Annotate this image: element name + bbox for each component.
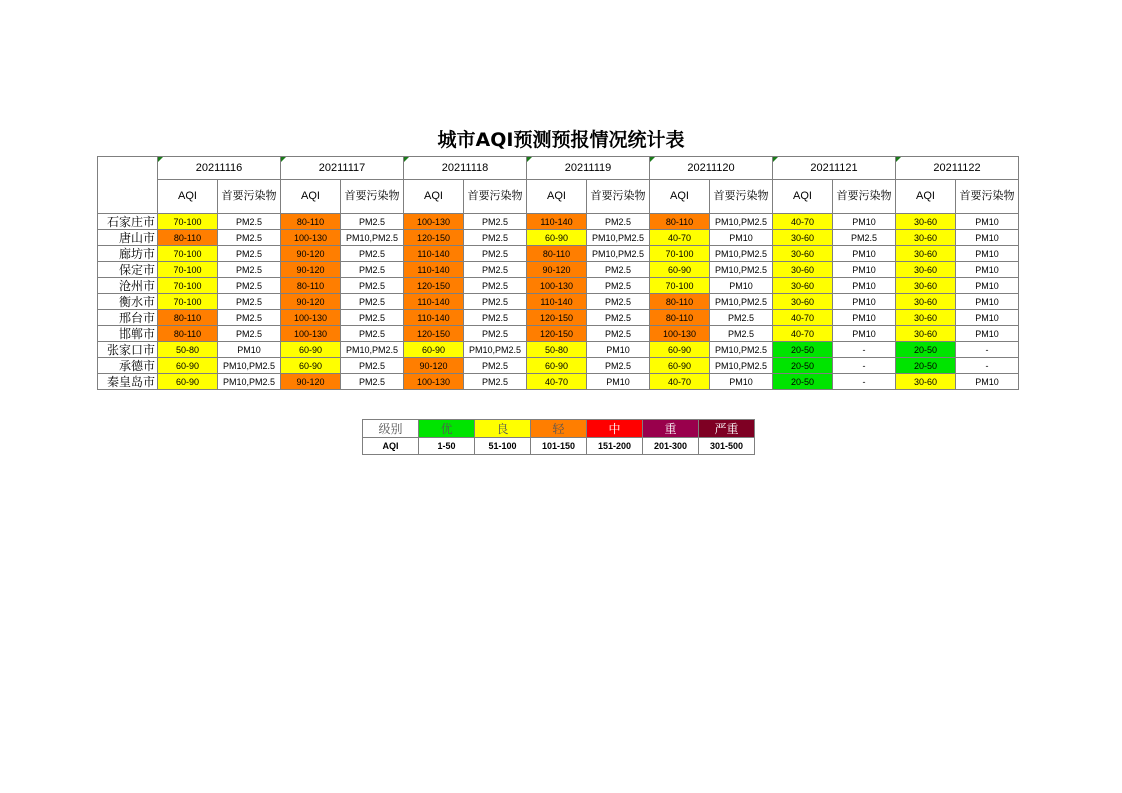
aqi-value-cell: 30-60 [896,214,956,230]
pollutant-cell: - [956,358,1019,374]
pollutant-cell: PM2.5 [341,246,404,262]
aqi-value-cell: 120-150 [527,310,587,326]
aqi-value-cell: 30-60 [773,246,833,262]
pollutant-cell: PM2.5 [710,326,773,342]
pollutant-cell: PM2.5 [218,214,281,230]
pollutant-cell: PM2.5 [218,262,281,278]
pollutant-cell: PM10,PM2.5 [341,342,404,358]
pollutant-column-header: 首要污染物 [464,180,527,214]
date-header: 20211117 [281,157,404,180]
pollutant-cell: PM2.5 [341,262,404,278]
legend-level-range: 201-300 [643,438,699,455]
pollutant-cell: PM10,PM2.5 [218,374,281,390]
legend-aqi-header: AQI [363,438,419,455]
legend-range-row [363,438,755,455]
aqi-value-cell: 100-130 [527,278,587,294]
aqi-value-cell: 30-60 [896,326,956,342]
pollutant-cell: PM2.5 [464,214,527,230]
aqi-value-cell: 80-110 [650,310,710,326]
pollutant-cell: PM2.5 [587,310,650,326]
aqi-value-cell: 30-60 [896,246,956,262]
aqi-value-cell: 100-130 [404,214,464,230]
table-row [98,374,1019,390]
pollutant-cell: PM2.5 [587,278,650,294]
aqi-column-header: AQI [404,180,464,214]
pollutant-cell: PM10 [587,342,650,358]
aqi-value-cell: 120-150 [404,326,464,342]
aqi-value-cell: 30-60 [773,294,833,310]
pollutant-cell: PM2.5 [218,278,281,294]
pollutant-cell: PM2.5 [341,278,404,294]
pollutant-cell: PM10,PM2.5 [341,230,404,246]
aqi-value-cell: 60-90 [527,358,587,374]
aqi-value-cell: 40-70 [773,310,833,326]
pollutant-column-header: 首要污染物 [218,180,281,214]
pollutant-cell: PM2.5 [710,310,773,326]
pollutant-column-header: 首要污染物 [341,180,404,214]
table-row [98,246,1019,262]
pollutant-cell: PM10 [956,374,1019,390]
aqi-value-cell: 20-50 [896,358,956,374]
aqi-value-cell: 40-70 [773,326,833,342]
aqi-value-cell: 50-80 [158,342,218,358]
aqi-value-cell: 80-110 [650,294,710,310]
aqi-value-cell: 30-60 [896,310,956,326]
pollutant-cell: PM10 [833,246,896,262]
aqi-column-header: AQI [281,180,341,214]
pollutant-cell: PM2.5 [341,294,404,310]
aqi-value-cell: 60-90 [158,374,218,390]
date-header: 20211116 [158,157,281,180]
pollutant-cell: PM10 [956,214,1019,230]
aqi-value-cell: 60-90 [158,358,218,374]
pollutant-cell: PM2.5 [464,310,527,326]
pollutant-cell: PM2.5 [587,358,650,374]
pollutant-cell: PM10 [833,310,896,326]
legend-level-range: 151-200 [587,438,643,455]
aqi-value-cell: 70-100 [158,246,218,262]
pollutant-cell: PM10 [833,262,896,278]
pollutant-cell: PM10 [710,278,773,294]
aqi-value-cell: 30-60 [896,278,956,294]
date-header: 20211120 [650,157,773,180]
aqi-level-legend [362,419,755,455]
aqi-column-header: AQI [773,180,833,214]
legend-level-range: 301-500 [699,438,755,455]
pollutant-cell: PM2.5 [218,326,281,342]
aqi-value-cell: 80-110 [527,246,587,262]
pollutant-cell: PM2.5 [218,246,281,262]
aqi-value-cell: 70-100 [158,214,218,230]
pollutant-cell: - [833,358,896,374]
aqi-value-cell: 30-60 [773,262,833,278]
aqi-value-cell: 60-90 [404,342,464,358]
table-row [98,326,1019,342]
legend-level-name: 良 [475,420,531,438]
pollutant-cell: PM10,PM2.5 [710,262,773,278]
pollutant-cell: PM10 [710,230,773,246]
pollutant-cell: PM2.5 [464,358,527,374]
pollutant-cell: PM2.5 [464,294,527,310]
table-row [98,358,1019,374]
aqi-value-cell: 60-90 [281,358,341,374]
table-row [98,262,1019,278]
aqi-value-cell: 100-130 [650,326,710,342]
aqi-value-cell: 30-60 [896,374,956,390]
city-name: 承德市 [98,358,158,374]
aqi-value-cell: 70-100 [158,294,218,310]
pollutant-cell: - [833,374,896,390]
aqi-value-cell: 20-50 [773,358,833,374]
city-name: 唐山市 [98,230,158,246]
pollutant-cell: PM2.5 [218,310,281,326]
pollutant-cell: PM2.5 [218,230,281,246]
pollutant-cell: PM2.5 [464,246,527,262]
aqi-value-cell: 40-70 [650,230,710,246]
pollutant-cell: PM10 [710,374,773,390]
pollutant-cell: PM10 [956,246,1019,262]
pollutant-cell: PM2.5 [341,358,404,374]
legend-level-name: 轻 [531,420,587,438]
pollutant-cell: PM10 [833,214,896,230]
pollutant-cell: PM10 [218,342,281,358]
pollutant-cell: PM2.5 [587,214,650,230]
pollutant-cell: PM10,PM2.5 [710,214,773,230]
pollutant-cell: PM2.5 [218,294,281,310]
aqi-value-cell: 100-130 [404,374,464,390]
aqi-value-cell: 30-60 [773,230,833,246]
date-header-row [98,157,1019,180]
aqi-value-cell: 90-120 [281,262,341,278]
aqi-value-cell: 100-130 [281,230,341,246]
pollutant-cell: PM2.5 [833,230,896,246]
aqi-column-header: AQI [158,180,218,214]
pollutant-cell: PM10 [956,230,1019,246]
aqi-value-cell: 120-150 [404,278,464,294]
aqi-value-cell: 100-130 [281,326,341,342]
city-name: 石家庄市 [98,214,158,230]
pollutant-cell: PM10 [956,310,1019,326]
aqi-value-cell: 90-120 [281,246,341,262]
aqi-value-cell: 80-110 [158,326,218,342]
pollutant-cell: PM10 [833,326,896,342]
aqi-value-cell: 110-140 [404,294,464,310]
pollutant-cell: PM10 [956,326,1019,342]
aqi-value-cell: 70-100 [650,246,710,262]
legend-level-range: 1-50 [419,438,475,455]
aqi-value-cell: 100-130 [281,310,341,326]
pollutant-column-header: 首要污染物 [710,180,773,214]
sub-header-row [98,180,1019,214]
aqi-value-cell: 40-70 [773,214,833,230]
aqi-value-cell: 30-60 [896,262,956,278]
pollutant-cell: PM2.5 [464,230,527,246]
pollutant-cell: PM2.5 [587,326,650,342]
aqi-value-cell: 60-90 [527,230,587,246]
pollutant-cell: PM10,PM2.5 [218,358,281,374]
aqi-value-cell: 120-150 [527,326,587,342]
date-header: 20211122 [896,157,1019,180]
pollutant-cell: PM10,PM2.5 [710,358,773,374]
pollutant-cell: PM2.5 [341,374,404,390]
aqi-value-cell: 70-100 [158,262,218,278]
city-name: 张家口市 [98,342,158,358]
city-name: 秦皇岛市 [98,374,158,390]
aqi-value-cell: 80-110 [158,230,218,246]
aqi-value-cell: 90-120 [281,294,341,310]
aqi-value-cell: 110-140 [527,294,587,310]
pollutant-cell: PM2.5 [341,214,404,230]
aqi-value-cell: 110-140 [404,310,464,326]
table-row [98,214,1019,230]
aqi-value-cell: 110-140 [527,214,587,230]
city-name: 廊坊市 [98,246,158,262]
legend-level-range: 51-100 [475,438,531,455]
city-name: 邯郸市 [98,326,158,342]
legend-level-range: 101-150 [531,438,587,455]
date-header: 20211121 [773,157,896,180]
date-header: 20211118 [404,157,527,180]
pollutant-column-header: 首要污染物 [956,180,1019,214]
legend-level-name: 严重 [699,420,755,438]
aqi-value-cell: 80-110 [281,214,341,230]
aqi-value-cell: 20-50 [773,342,833,358]
aqi-value-cell: 50-80 [527,342,587,358]
table-row [98,294,1019,310]
aqi-value-cell: 90-120 [404,358,464,374]
legend-level-name: 中 [587,420,643,438]
aqi-value-cell: 80-110 [158,310,218,326]
pollutant-cell: PM2.5 [464,262,527,278]
corner-cell [98,157,158,214]
pollutant-cell: PM10,PM2.5 [587,246,650,262]
pollutant-cell: PM10,PM2.5 [587,230,650,246]
aqi-value-cell: 80-110 [650,214,710,230]
table-row [98,342,1019,358]
aqi-value-cell: 110-140 [404,246,464,262]
pollutant-cell: PM2.5 [341,326,404,342]
aqi-value-cell: 120-150 [404,230,464,246]
pollutant-cell: PM2.5 [464,326,527,342]
aqi-value-cell: 20-50 [773,374,833,390]
pollutant-cell: PM2.5 [464,374,527,390]
aqi-column-header: AQI [896,180,956,214]
aqi-value-cell: 60-90 [650,262,710,278]
aqi-value-cell: 40-70 [527,374,587,390]
aqi-value-cell: 80-110 [281,278,341,294]
aqi-value-cell: 90-120 [281,374,341,390]
aqi-value-cell: 30-60 [896,230,956,246]
pollutant-cell: PM10,PM2.5 [464,342,527,358]
pollutant-cell: PM10 [956,294,1019,310]
aqi-value-cell: 110-140 [404,262,464,278]
pollutant-cell: PM10,PM2.5 [710,342,773,358]
aqi-value-cell: 60-90 [650,358,710,374]
aqi-value-cell: 70-100 [650,278,710,294]
pollutant-cell: PM2.5 [587,262,650,278]
pollutant-cell: PM10 [587,374,650,390]
pollutant-cell: PM10 [833,278,896,294]
aqi-value-cell: 70-100 [158,278,218,294]
aqi-value-cell: 90-120 [527,262,587,278]
legend-level-header: 级别 [363,420,419,438]
pollutant-cell: - [956,342,1019,358]
pollutant-cell: PM2.5 [341,310,404,326]
table-row [98,278,1019,294]
pollutant-cell: PM10,PM2.5 [710,246,773,262]
aqi-value-cell: 60-90 [650,342,710,358]
aqi-value-cell: 60-90 [281,342,341,358]
city-name: 邢台市 [98,310,158,326]
aqi-value-cell: 30-60 [896,294,956,310]
aqi-value-cell: 30-60 [773,278,833,294]
pollutant-cell: PM10 [956,278,1019,294]
aqi-value-cell: 20-50 [896,342,956,358]
aqi-column-header: AQI [527,180,587,214]
pollutant-column-header: 首要污染物 [833,180,896,214]
table-row [98,230,1019,246]
page-title: 城市AQI预测预报情况统计表 [437,129,685,151]
pollutant-cell: - [833,342,896,358]
city-name: 衡水市 [98,294,158,310]
aqi-forecast-table [97,156,1019,390]
pollutant-column-header: 首要污染物 [587,180,650,214]
pollutant-cell: PM2.5 [464,278,527,294]
table-row [98,310,1019,326]
legend-level-name: 优 [419,420,475,438]
legend-level-row [363,420,755,438]
aqi-column-header: AQI [650,180,710,214]
pollutant-cell: PM2.5 [587,294,650,310]
legend-level-name: 重 [643,420,699,438]
aqi-value-cell: 40-70 [650,374,710,390]
city-name: 沧州市 [98,278,158,294]
pollutant-cell: PM10,PM2.5 [710,294,773,310]
date-header: 20211119 [527,157,650,180]
city-name: 保定市 [98,262,158,278]
pollutant-cell: PM10 [956,262,1019,278]
pollutant-cell: PM10 [833,294,896,310]
